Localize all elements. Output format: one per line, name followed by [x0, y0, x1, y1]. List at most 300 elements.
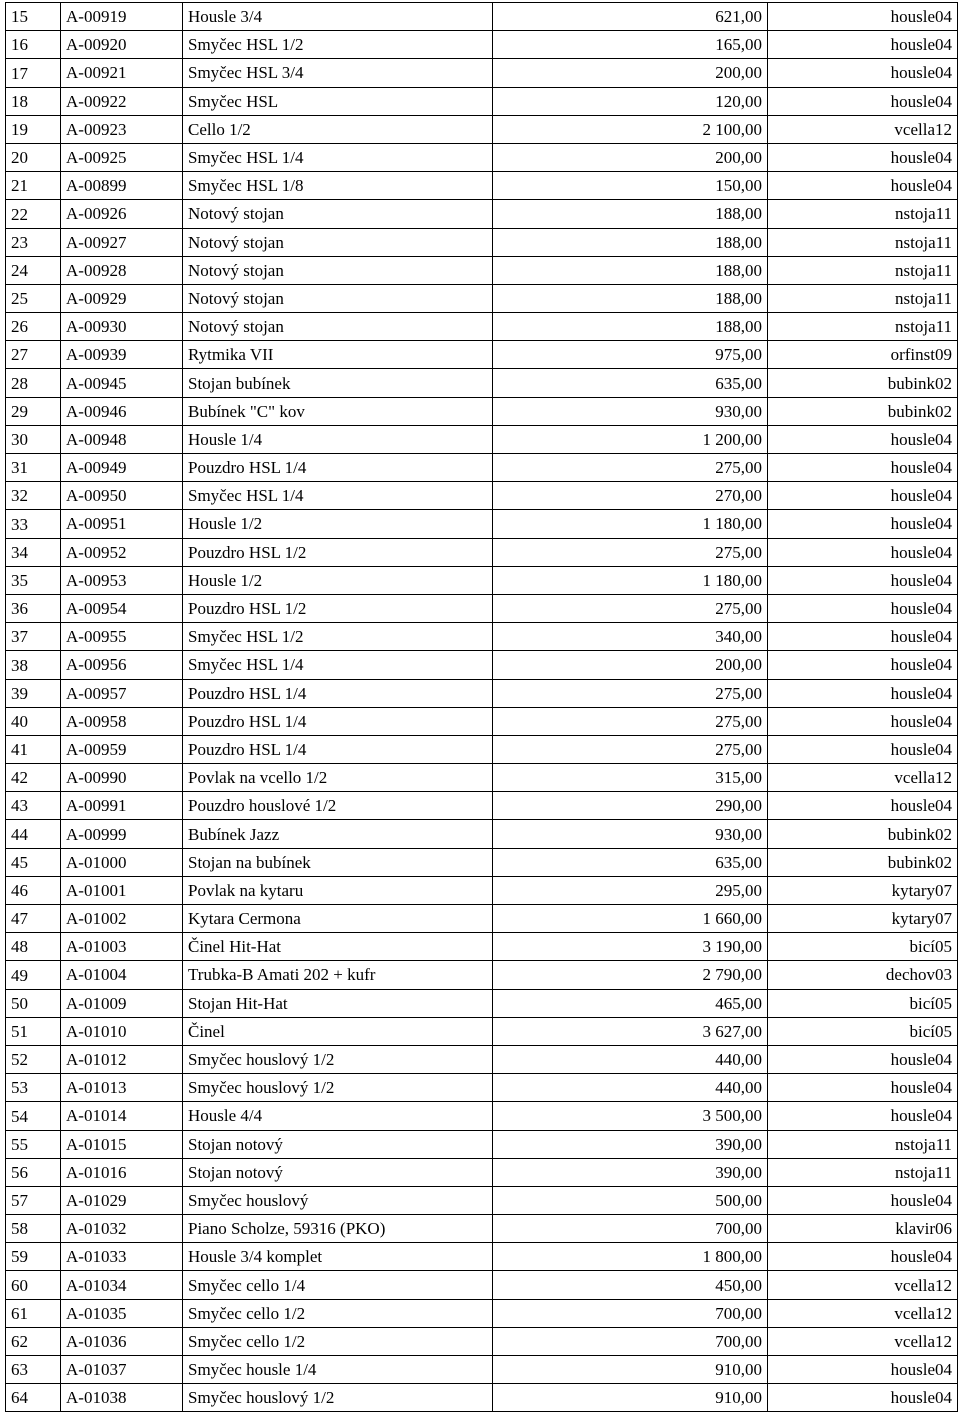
price-cell: 1 180,00 [493, 566, 768, 594]
item-name-cell: Notový stojan [183, 200, 493, 228]
item-code-cell: A-00923 [61, 115, 183, 143]
item-name-cell: Stojan notový [183, 1130, 493, 1158]
item-code-cell: A-01014 [61, 1102, 183, 1130]
item-code-cell: A-00929 [61, 284, 183, 312]
price-cell: 910,00 [493, 1356, 768, 1384]
category-cell: bubink02 [768, 369, 958, 397]
category-cell: nstoja11 [768, 313, 958, 341]
category-cell: housle04 [768, 87, 958, 115]
row-number-cell: 15 [6, 3, 61, 31]
price-cell: 200,00 [493, 651, 768, 679]
row-number-cell: 29 [6, 397, 61, 425]
category-cell: housle04 [768, 482, 958, 510]
row-number-cell: 46 [6, 876, 61, 904]
table-row [6, 87, 958, 115]
row-number-cell: 36 [6, 594, 61, 622]
table-row [6, 1327, 958, 1355]
table-row [6, 820, 958, 848]
category-cell: housle04 [768, 31, 958, 59]
category-cell: bicí05 [768, 933, 958, 961]
category-cell: housle04 [768, 707, 958, 735]
item-name-cell: Housle 1/2 [183, 510, 493, 538]
item-code-cell: A-00921 [61, 59, 183, 87]
price-cell: 165,00 [493, 31, 768, 59]
category-cell: housle04 [768, 172, 958, 200]
price-cell: 635,00 [493, 369, 768, 397]
category-cell: orfinst09 [768, 341, 958, 369]
item-name-cell: Notový stojan [183, 228, 493, 256]
table-row [6, 284, 958, 312]
table-row [6, 1130, 958, 1158]
price-cell: 275,00 [493, 538, 768, 566]
price-cell: 700,00 [493, 1327, 768, 1355]
item-name-cell: Smyčec houslový 1/2 [183, 1045, 493, 1073]
category-cell: nstoja11 [768, 200, 958, 228]
item-code-cell: A-01002 [61, 905, 183, 933]
row-number-cell: 59 [6, 1243, 61, 1271]
row-number-cell: 44 [6, 820, 61, 848]
table-row [6, 933, 958, 961]
table-row [6, 454, 958, 482]
item-code-cell: A-01003 [61, 933, 183, 961]
category-cell: housle04 [768, 1102, 958, 1130]
price-cell: 975,00 [493, 341, 768, 369]
item-name-cell: Stojan na bubínek [183, 848, 493, 876]
row-number-cell: 43 [6, 792, 61, 820]
item-name-cell: Stojan Hit-Hat [183, 989, 493, 1017]
table-row [6, 1215, 958, 1243]
row-number-cell: 58 [6, 1215, 61, 1243]
price-cell: 635,00 [493, 848, 768, 876]
category-cell: klavir06 [768, 1215, 958, 1243]
price-cell: 440,00 [493, 1045, 768, 1073]
price-cell: 910,00 [493, 1384, 768, 1412]
price-cell: 930,00 [493, 397, 768, 425]
category-cell: housle04 [768, 510, 958, 538]
row-number-cell: 20 [6, 143, 61, 171]
table-row [6, 143, 958, 171]
category-cell: housle04 [768, 1356, 958, 1384]
category-cell: housle04 [768, 1384, 958, 1412]
row-number-cell: 52 [6, 1045, 61, 1073]
table-row [6, 369, 958, 397]
item-name-cell: Housle 3/4 [183, 3, 493, 31]
item-name-cell: Rytmika VII [183, 341, 493, 369]
category-cell: housle04 [768, 59, 958, 87]
item-name-cell: Housle 1/4 [183, 425, 493, 453]
item-code-cell: A-00930 [61, 313, 183, 341]
item-name-cell: Stojan notový [183, 1158, 493, 1186]
row-number-cell: 19 [6, 115, 61, 143]
category-cell: kytary07 [768, 905, 958, 933]
category-cell: housle04 [768, 735, 958, 763]
row-number-cell: 63 [6, 1356, 61, 1384]
table-row [6, 623, 958, 651]
row-number-cell: 30 [6, 425, 61, 453]
price-cell: 188,00 [493, 256, 768, 284]
table-row [6, 31, 958, 59]
table-row [6, 848, 958, 876]
item-code-cell: A-00939 [61, 341, 183, 369]
price-cell: 150,00 [493, 172, 768, 200]
category-cell: nstoja11 [768, 284, 958, 312]
price-cell: 275,00 [493, 594, 768, 622]
price-cell: 3 190,00 [493, 933, 768, 961]
item-code-cell: A-00951 [61, 510, 183, 538]
item-name-cell: Stojan bubínek [183, 369, 493, 397]
table-row [6, 1158, 958, 1186]
row-number-cell: 51 [6, 1017, 61, 1045]
item-code-cell: A-01038 [61, 1384, 183, 1412]
item-code-cell: A-01034 [61, 1271, 183, 1299]
item-name-cell: Smyčec houslový 1/2 [183, 1384, 493, 1412]
item-code-cell: A-00952 [61, 538, 183, 566]
item-name-cell: Notový stojan [183, 313, 493, 341]
table-row [6, 1271, 958, 1299]
row-number-cell: 38 [6, 651, 61, 679]
table-row [6, 594, 958, 622]
item-name-cell: Povlak na kytaru [183, 876, 493, 904]
row-number-cell: 34 [6, 538, 61, 566]
price-cell: 275,00 [493, 735, 768, 763]
item-name-cell: Smyčec HSL 1/2 [183, 623, 493, 651]
item-code-cell: A-00959 [61, 735, 183, 763]
inventory-table-body [6, 3, 958, 1412]
price-cell: 188,00 [493, 284, 768, 312]
item-code-cell: A-01004 [61, 961, 183, 989]
table-row [6, 313, 958, 341]
price-cell: 275,00 [493, 454, 768, 482]
table-row [6, 341, 958, 369]
category-cell: nstoja11 [768, 256, 958, 284]
item-code-cell: A-00948 [61, 425, 183, 453]
row-number-cell: 25 [6, 284, 61, 312]
row-number-cell: 56 [6, 1158, 61, 1186]
table-row [6, 1243, 958, 1271]
row-number-cell: 37 [6, 623, 61, 651]
row-number-cell: 33 [6, 510, 61, 538]
price-cell: 1 200,00 [493, 425, 768, 453]
row-number-cell: 49 [6, 961, 61, 989]
item-code-cell: A-00928 [61, 256, 183, 284]
item-name-cell: Smyčec cello 1/4 [183, 1271, 493, 1299]
item-name-cell: Smyčec HSL 3/4 [183, 59, 493, 87]
price-cell: 188,00 [493, 313, 768, 341]
row-number-cell: 22 [6, 200, 61, 228]
item-name-cell: Smyčec houslový 1/2 [183, 1074, 493, 1102]
category-cell: bicí05 [768, 989, 958, 1017]
item-name-cell: Smyčec HSL [183, 87, 493, 115]
item-code-cell: A-01032 [61, 1215, 183, 1243]
item-name-cell: Pouzdro HSL 1/2 [183, 538, 493, 566]
item-code-cell: A-00991 [61, 792, 183, 820]
item-code-cell: A-00955 [61, 623, 183, 651]
table-row [6, 200, 958, 228]
item-code-cell: A-00957 [61, 679, 183, 707]
item-code-cell: A-00945 [61, 369, 183, 397]
item-name-cell: Smyčec cello 1/2 [183, 1327, 493, 1355]
table-row [6, 425, 958, 453]
category-cell: vcella12 [768, 1271, 958, 1299]
category-cell: housle04 [768, 792, 958, 820]
item-name-cell: Pouzdro HSL 1/4 [183, 735, 493, 763]
row-number-cell: 53 [6, 1074, 61, 1102]
item-code-cell: A-01036 [61, 1327, 183, 1355]
category-cell: housle04 [768, 679, 958, 707]
category-cell: vcella12 [768, 1299, 958, 1327]
category-cell: housle04 [768, 594, 958, 622]
price-cell: 2 790,00 [493, 961, 768, 989]
item-code-cell: A-01009 [61, 989, 183, 1017]
table-row [6, 482, 958, 510]
item-code-cell: A-00956 [61, 651, 183, 679]
item-code-cell: A-00925 [61, 143, 183, 171]
table-row [6, 3, 958, 31]
table-row [6, 538, 958, 566]
item-name-cell: Housle 3/4 komplet [183, 1243, 493, 1271]
item-code-cell: A-01015 [61, 1130, 183, 1158]
item-code-cell: A-01013 [61, 1074, 183, 1102]
item-name-cell: Smyčec housle 1/4 [183, 1356, 493, 1384]
price-cell: 290,00 [493, 792, 768, 820]
row-number-cell: 50 [6, 989, 61, 1017]
row-number-cell: 54 [6, 1102, 61, 1130]
item-code-cell: A-00953 [61, 566, 183, 594]
item-code-cell: A-00990 [61, 764, 183, 792]
item-name-cell: Bubínek "C" kov [183, 397, 493, 425]
item-name-cell: Housle 1/2 [183, 566, 493, 594]
row-number-cell: 16 [6, 31, 61, 59]
item-code-cell: A-00920 [61, 31, 183, 59]
item-code-cell: A-00954 [61, 594, 183, 622]
item-name-cell: Pouzdro houslové 1/2 [183, 792, 493, 820]
item-name-cell: Notový stojan [183, 256, 493, 284]
row-number-cell: 57 [6, 1186, 61, 1214]
price-cell: 700,00 [493, 1299, 768, 1327]
table-row [6, 510, 958, 538]
item-code-cell: A-01029 [61, 1186, 183, 1214]
item-name-cell: Smyčec HSL 1/4 [183, 651, 493, 679]
row-number-cell: 64 [6, 1384, 61, 1412]
item-code-cell: A-00919 [61, 3, 183, 31]
table-row [6, 1045, 958, 1073]
item-name-cell: Činel Hit-Hat [183, 933, 493, 961]
category-cell: bicí05 [768, 1017, 958, 1045]
category-cell: housle04 [768, 1074, 958, 1102]
item-name-cell: Notový stojan [183, 284, 493, 312]
price-cell: 315,00 [493, 764, 768, 792]
table-row [6, 256, 958, 284]
price-cell: 120,00 [493, 87, 768, 115]
row-number-cell: 60 [6, 1271, 61, 1299]
table-row [6, 1384, 958, 1412]
item-code-cell: A-01033 [61, 1243, 183, 1271]
category-cell: housle04 [768, 651, 958, 679]
item-code-cell: A-00949 [61, 454, 183, 482]
price-cell: 270,00 [493, 482, 768, 510]
price-cell: 188,00 [493, 200, 768, 228]
category-cell: housle04 [768, 3, 958, 31]
price-cell: 930,00 [493, 820, 768, 848]
table-row [6, 792, 958, 820]
item-name-cell: Smyčec HSL 1/4 [183, 143, 493, 171]
item-name-cell: Cello 1/2 [183, 115, 493, 143]
table-row [6, 1186, 958, 1214]
price-cell: 188,00 [493, 228, 768, 256]
price-cell: 275,00 [493, 679, 768, 707]
row-number-cell: 48 [6, 933, 61, 961]
price-cell: 200,00 [493, 143, 768, 171]
category-cell: vcella12 [768, 1327, 958, 1355]
row-number-cell: 26 [6, 313, 61, 341]
row-number-cell: 21 [6, 172, 61, 200]
row-number-cell: 32 [6, 482, 61, 510]
item-name-cell: Pouzdro HSL 1/2 [183, 594, 493, 622]
table-row [6, 679, 958, 707]
item-name-cell: Pouzdro HSL 1/4 [183, 679, 493, 707]
item-code-cell: A-00946 [61, 397, 183, 425]
price-cell: 450,00 [493, 1271, 768, 1299]
table-row [6, 707, 958, 735]
row-number-cell: 55 [6, 1130, 61, 1158]
price-cell: 200,00 [493, 59, 768, 87]
table-row [6, 566, 958, 594]
item-code-cell: A-01035 [61, 1299, 183, 1327]
price-cell: 340,00 [493, 623, 768, 651]
item-code-cell: A-00958 [61, 707, 183, 735]
table-row [6, 1074, 958, 1102]
category-cell: kytary07 [768, 876, 958, 904]
category-cell: nstoja11 [768, 228, 958, 256]
price-cell: 3 627,00 [493, 1017, 768, 1045]
table-row [6, 876, 958, 904]
row-number-cell: 23 [6, 228, 61, 256]
row-number-cell: 41 [6, 735, 61, 763]
table-row [6, 1299, 958, 1327]
row-number-cell: 35 [6, 566, 61, 594]
category-cell: housle04 [768, 1243, 958, 1271]
item-name-cell: Smyčec HSL 1/2 [183, 31, 493, 59]
price-cell: 700,00 [493, 1215, 768, 1243]
item-code-cell: A-00999 [61, 820, 183, 848]
table-row [6, 115, 958, 143]
price-cell: 390,00 [493, 1158, 768, 1186]
item-name-cell: Činel [183, 1017, 493, 1045]
table-row [6, 1356, 958, 1384]
row-number-cell: 17 [6, 59, 61, 87]
item-name-cell: Smyčec houslový [183, 1186, 493, 1214]
item-code-cell: A-01001 [61, 876, 183, 904]
row-number-cell: 39 [6, 679, 61, 707]
category-cell: dechov03 [768, 961, 958, 989]
item-name-cell: Povlak na vcello 1/2 [183, 764, 493, 792]
category-cell: vcella12 [768, 764, 958, 792]
table-row [6, 1102, 958, 1130]
row-number-cell: 24 [6, 256, 61, 284]
item-code-cell: A-00899 [61, 172, 183, 200]
item-name-cell: Pouzdro HSL 1/4 [183, 707, 493, 735]
category-cell: housle04 [768, 1045, 958, 1073]
table-row [6, 735, 958, 763]
row-number-cell: 62 [6, 1327, 61, 1355]
row-number-cell: 42 [6, 764, 61, 792]
category-cell: bubink02 [768, 397, 958, 425]
price-cell: 2 100,00 [493, 115, 768, 143]
row-number-cell: 40 [6, 707, 61, 735]
table-row [6, 989, 958, 1017]
item-code-cell: A-01016 [61, 1158, 183, 1186]
item-name-cell: Smyčec HSL 1/8 [183, 172, 493, 200]
inventory-table [5, 2, 958, 1412]
category-cell: nstoja11 [768, 1130, 958, 1158]
item-code-cell: A-00922 [61, 87, 183, 115]
price-cell: 295,00 [493, 876, 768, 904]
table-row [6, 59, 958, 87]
category-cell: vcella12 [768, 115, 958, 143]
item-name-cell: Pouzdro HSL 1/4 [183, 454, 493, 482]
row-number-cell: 47 [6, 905, 61, 933]
table-row [6, 397, 958, 425]
price-cell: 440,00 [493, 1074, 768, 1102]
item-name-cell: Smyčec cello 1/2 [183, 1299, 493, 1327]
category-cell: bubink02 [768, 848, 958, 876]
item-code-cell: A-00927 [61, 228, 183, 256]
category-cell: housle04 [768, 454, 958, 482]
price-cell: 1 180,00 [493, 510, 768, 538]
row-number-cell: 45 [6, 848, 61, 876]
table-row [6, 228, 958, 256]
price-cell: 275,00 [493, 707, 768, 735]
item-name-cell: Kytara Cermona [183, 905, 493, 933]
category-cell: housle04 [768, 143, 958, 171]
category-cell: bubink02 [768, 820, 958, 848]
table-row [6, 905, 958, 933]
item-code-cell: A-01010 [61, 1017, 183, 1045]
item-code-cell: A-01012 [61, 1045, 183, 1073]
item-code-cell: A-01000 [61, 848, 183, 876]
category-cell: housle04 [768, 1186, 958, 1214]
table-row [6, 961, 958, 989]
price-cell: 1 660,00 [493, 905, 768, 933]
category-cell: housle04 [768, 425, 958, 453]
item-name-cell: Trubka-B Amati 202 + kufr [183, 961, 493, 989]
row-number-cell: 18 [6, 87, 61, 115]
table-row [6, 651, 958, 679]
row-number-cell: 28 [6, 369, 61, 397]
price-cell: 390,00 [493, 1130, 768, 1158]
item-name-cell: Bubínek Jazz [183, 820, 493, 848]
item-code-cell: A-00926 [61, 200, 183, 228]
category-cell: housle04 [768, 623, 958, 651]
category-cell: housle04 [768, 538, 958, 566]
item-code-cell: A-01037 [61, 1356, 183, 1384]
row-number-cell: 31 [6, 454, 61, 482]
item-name-cell: Smyčec HSL 1/4 [183, 482, 493, 510]
category-cell: nstoja11 [768, 1158, 958, 1186]
price-cell: 1 800,00 [493, 1243, 768, 1271]
row-number-cell: 27 [6, 341, 61, 369]
price-cell: 500,00 [493, 1186, 768, 1214]
table-row [6, 1017, 958, 1045]
table-row [6, 172, 958, 200]
table-row [6, 764, 958, 792]
item-code-cell: A-00950 [61, 482, 183, 510]
item-name-cell: Piano Scholze, 59316 (PKO) [183, 1215, 493, 1243]
category-cell: housle04 [768, 566, 958, 594]
price-cell: 465,00 [493, 989, 768, 1017]
price-cell: 3 500,00 [493, 1102, 768, 1130]
row-number-cell: 61 [6, 1299, 61, 1327]
